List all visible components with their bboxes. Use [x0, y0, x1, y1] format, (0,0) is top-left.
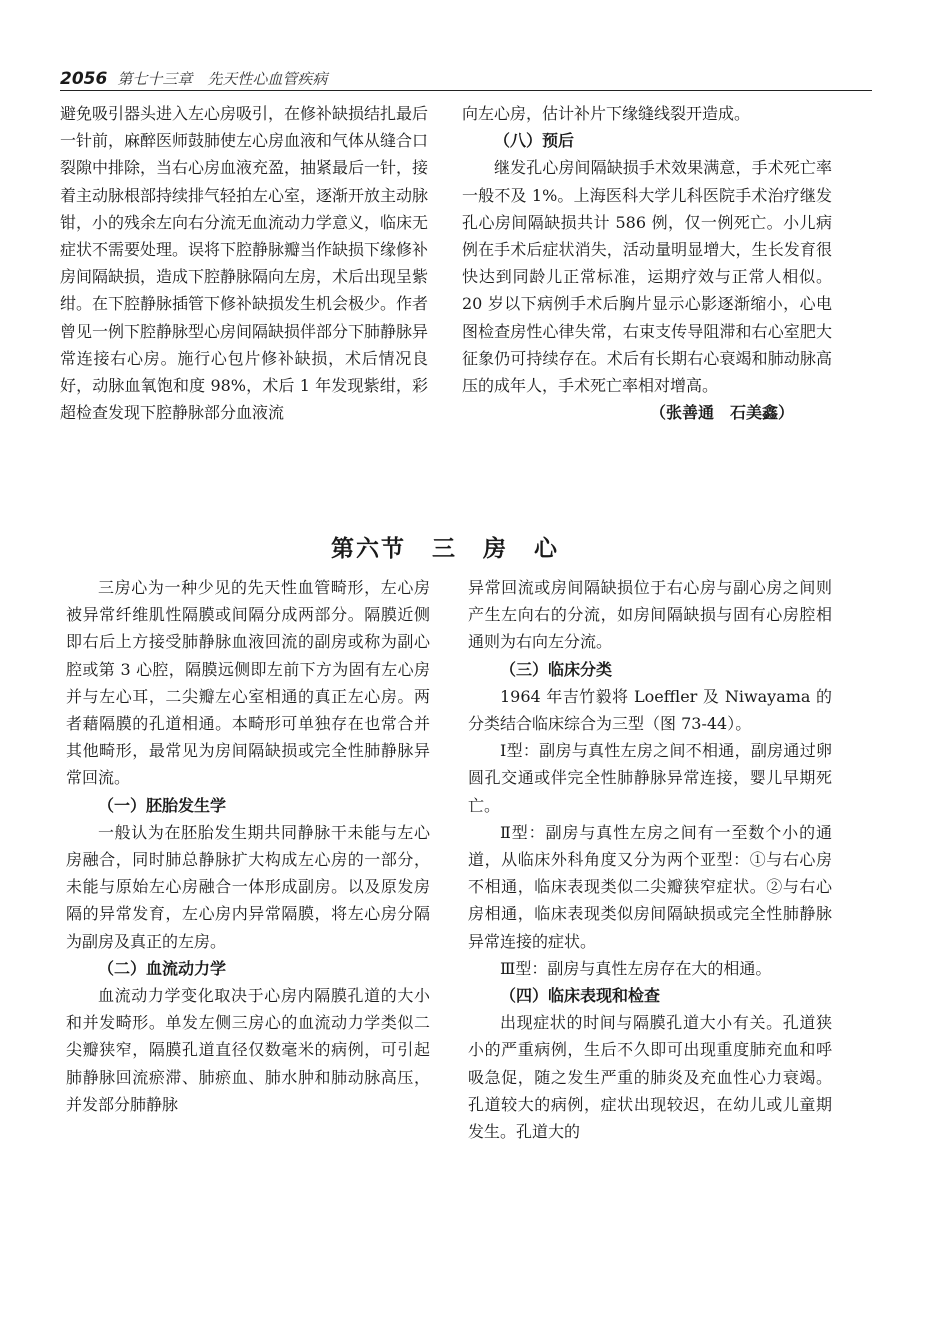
- section-title-char: 心: [534, 536, 560, 562]
- heading-hemodynamics: （二）血流动力学: [98, 958, 227, 978]
- paragraph: 向左心房，估计补片下缘缝线裂开造成。: [462, 104, 751, 123]
- paragraph: 继发孔心房间隔缺损手术效果满意，手术死亡率一般不及 1%。上海医科大学儿科医院手术治疗继发孔心房间隔缺损共计 586 例，仅一例死亡。小儿病例在手术后症状消失，活动量明显增大，生长发育很快达到同龄儿正常标准，运期疗效与正常人相似。20 岁以下病例手术后胸片显示心影逐渐缩小，心电图检查房性心律失常，右束支传导阻滞和右心室肥大征象仍可持续存在。术后有长期右心衰竭和肺动脉高压的成年人，手术死亡率相对增高。: [462, 158, 832, 396]
- page-number: 2056: [60, 69, 108, 89]
- paragraph: 避免吸引器头进入左心房吸引，在修补缺损结扎最后一针前，麻醉医师鼓肺使左心房血液和气体从缝合口裂隙中排除，当右心房血液充盈，抽紧最后一针，接着主动脉根部持续排气轻拍左心室，逐渐开放主动脉钳，小的残余左向右分流无血流动力学意义，临床无症状不需要处理。误将下腔静脉瓣当作缺损下缘修补房间隔缺损，造成下腔静脉隔向左房，术后出现呈紫绀。在下腔静脉插管下修补缺损发生机会极少。作者曾见一例下腔静脉型心房间隔缺损伴部分下肺静脉异常连接右心房。施行心包片修补缺损，术后情况良好，动脉血氧饱和度 98%，术后 1 年发现紫绀，彩超检查发现下腔静脉部分血液流: [60, 104, 429, 423]
- section-title: [0, 530, 890, 563]
- heading-embryology: （一）胚胎发生学: [98, 795, 227, 815]
- paragraph: 血流动力学变化取决于心房内隔膜孔道的大小和并发畸形。单发左侧三房心的血流动力学类似二尖瓣狭窄，隔膜孔道直径仅数毫米的病例，可引起肺静脉回流瘀滞、肺瘀血、肺水肿和肺动脉高压，并发部分肺静脉: [66, 986, 430, 1114]
- page-header: [60, 64, 872, 91]
- section-number: 第六节: [330, 536, 406, 562]
- paragraph: Ⅱ型：副房与真性左房之间有一至数个小的通道，从临床外科角度又分为两个亚型：①与右心房不相通，临床表现类似二尖瓣狭窄症状。②与右心房相通，临床表现类似房间隔缺损或完全性肺静脉异常连接的症状。: [468, 822, 832, 951]
- bottom-left-column: [66, 574, 430, 1118]
- author-credit: （张善通 石美鑫）: [649, 403, 794, 423]
- paragraph: 出现症状的时间与隔膜孔道大小有关。孔道狭小的严重病例，生后不久即可出现重度肺充血和呼吸急促，随之发生严重的肺炎及充血性心力衰竭。孔道较大的病例，症状出现较迟，在幼儿或儿童期发生。孔道大的: [468, 1013, 832, 1142]
- heading-clinical-presentation: （四）临床表现和检查: [500, 986, 661, 1006]
- section-title-char: 房: [483, 536, 508, 562]
- running-head: 第七十三章 先天性心血管疾病: [117, 70, 328, 88]
- paragraph: 一般认为在胚胎发生期共同静脉干未能与左心房融合，同时肺总静脉扩大构成左心房的一部分，未能与原始左心房融合一体形成副房。以及原发房隔的异常发育，左心房内异常隔膜，将左心房分隔为副房及真正的左房。: [66, 822, 430, 951]
- paragraph: Ⅲ型：副房与真性左房存在大的相通。: [500, 958, 772, 978]
- paragraph: 异常回流或房间隔缺损位于右心房与副心房之间则产生左向右的分流，如房间隔缺损与固有心房腔相通则为右向左分流。: [468, 578, 832, 652]
- paragraph: 三房心为一种少见的先天性血管畸形，左心房被异常纤维肌性隔膜或间隔分成两部分。隔膜近侧即右后上方接受肺静脉血液回流的副房或称为副心腔或第 3 心腔，隔膜远侧即左前下方为固有左心房并与左心耳，二尖瓣左心室相通的真正左心房。两者藉隔膜的孔道相通。本畸形可单独存在也常合并其他畸形，最常见为房间隔缺损或完全性肺静脉异常回流。: [66, 578, 430, 788]
- heading-prognosis: （八）预后: [494, 131, 575, 151]
- paragraph: Ⅰ型：副房与真性左房之间不相通，副房通过卵圆孔交通或伴完全性肺静脉异常连接，婴儿早期死亡。: [468, 741, 832, 815]
- section-title-char: 三: [431, 536, 457, 562]
- bottom-right-column: [468, 574, 832, 1145]
- heading-classification: （三）临床分类: [500, 659, 613, 679]
- top-left-column: [60, 100, 428, 426]
- top-right-column: [462, 100, 832, 426]
- paragraph: 1964 年吉竹毅将 Loeffler 及 Niwayama 的分类结合临床综合为三型（图 73-44）。: [468, 686, 832, 734]
